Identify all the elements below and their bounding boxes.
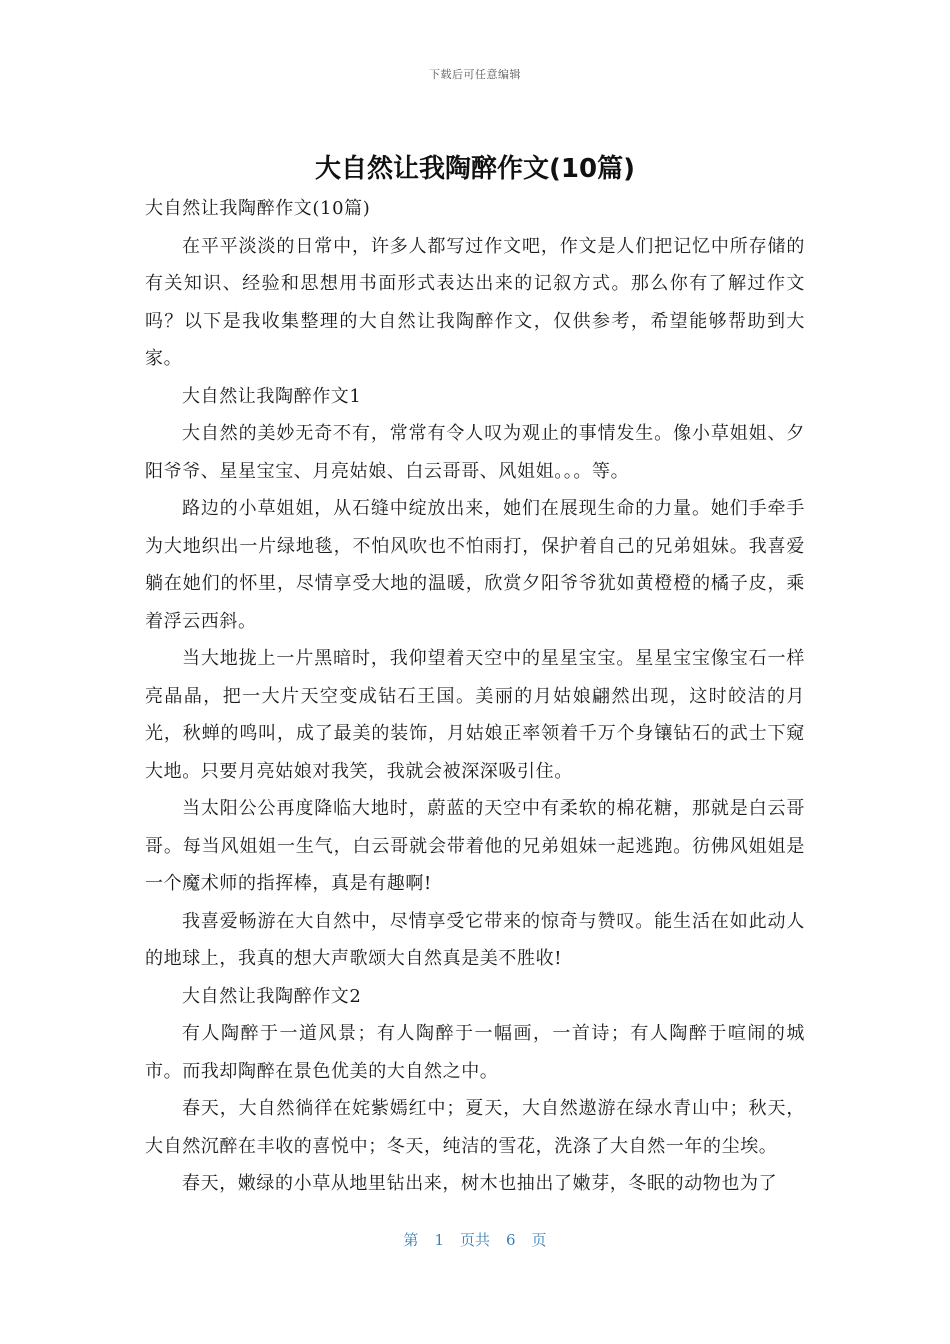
header-note: 下载后可任意编辑 bbox=[429, 68, 521, 81]
paragraph: 路边的小草姐姐，从石缝中绽放出来，她们在展现生命的力量。她们手牵手为大地织出一片绿地毯，不怕风吹也不怕雨打，保护着自己的兄弟姐妹。我喜爱躺在她们的怀里，尽情享受大地的温暖，欣赏夕阳爷爷犹如黄橙橙的橘子皮，乘着浮云西斜。 bbox=[145, 498, 805, 632]
footer-word-page: 第 bbox=[403, 1231, 419, 1249]
page-footer bbox=[0, 1229, 950, 1250]
paragraph: 大自然让我陶醉作文(10篇) bbox=[145, 198, 371, 219]
paragraph: 大自然让我陶醉作文1 bbox=[182, 385, 362, 407]
paragraph: 在平平淡淡的日常中，许多人都写过作文吧，作文是人们把记忆中所存储的有关知识、经验和思想用书面形式表达出来的记叙方式。那么你有了解过作文吗？以下是我收集整理的大自然让我陶醉作文，仅供参考，希望能够帮助到大家。 bbox=[145, 235, 805, 369]
paragraph: 大自然的美妙无奇不有，常常有令人叹为观止的事情发生。像小草姐姐、夕阳爷爷、星星宝宝、月亮姑娘、白云哥哥、风姐姐。。。等。 bbox=[145, 423, 805, 482]
document-body bbox=[145, 190, 805, 1203]
footer-word-end: 页 bbox=[531, 1231, 547, 1249]
footer-current-page: 1 bbox=[434, 1231, 444, 1249]
paragraph: 当大地拢上一片黑暗时，我仰望着天空中的星星宝宝。星星宝宝像宝石一样亮晶晶，把一大片天空变成钻石王国。美丽的月姑娘翩然出现，这时皎洁的月光，秋蝉的鸣叫，成了最美的装饰，月姑娘正率领着千万个身镶钻石的武士下窥大地。只要月亮姑娘对我笑，我就会被深深吸引住。 bbox=[145, 648, 805, 782]
paragraph: 我喜爱畅游在大自然中，尽情享受它带来的惊奇与赞叹。能生活在如此动人的地球上，我真的想大声歌颂大自然真是美不胜收! bbox=[145, 910, 805, 969]
paragraph: 有人陶醉于一道风景；有人陶醉于一幅画，一首诗；有人陶醉于喧闹的城市。而我却陶醉在景色优美的大自然之中。 bbox=[145, 1023, 805, 1082]
footer-total-pages: 6 bbox=[506, 1231, 516, 1249]
paragraph: 大自然让我陶醉作文2 bbox=[182, 985, 362, 1007]
paragraph: 春天，大自然徜徉在姹紫嫣红中；夏天，大自然遨游在绿水青山中；秋天，大自然沉醉在丰收的喜悦中；冬天，纯洁的雪花，洗涤了大自然一年的尘埃。 bbox=[145, 1098, 805, 1157]
document-title: 大自然让我陶醉作文(10篇) bbox=[315, 154, 635, 184]
footer-word-of: 页共 bbox=[459, 1231, 490, 1249]
paragraph: 当太阳公公再度降临大地时，蔚蓝的天空中有柔软的棉花糖，那就是白云哥哥。每当风姐姐一生气，白云哥就会带着他的兄弟姐妹一起逃跑。彷佛风姐姐是一个魔术师的指挥棒，真是有趣啊! bbox=[145, 798, 805, 894]
paragraph: 春天，嫩绿的小草从地里钻出来，树木也抽出了嫩芽，冬眠的动物也为了 bbox=[182, 1173, 778, 1194]
